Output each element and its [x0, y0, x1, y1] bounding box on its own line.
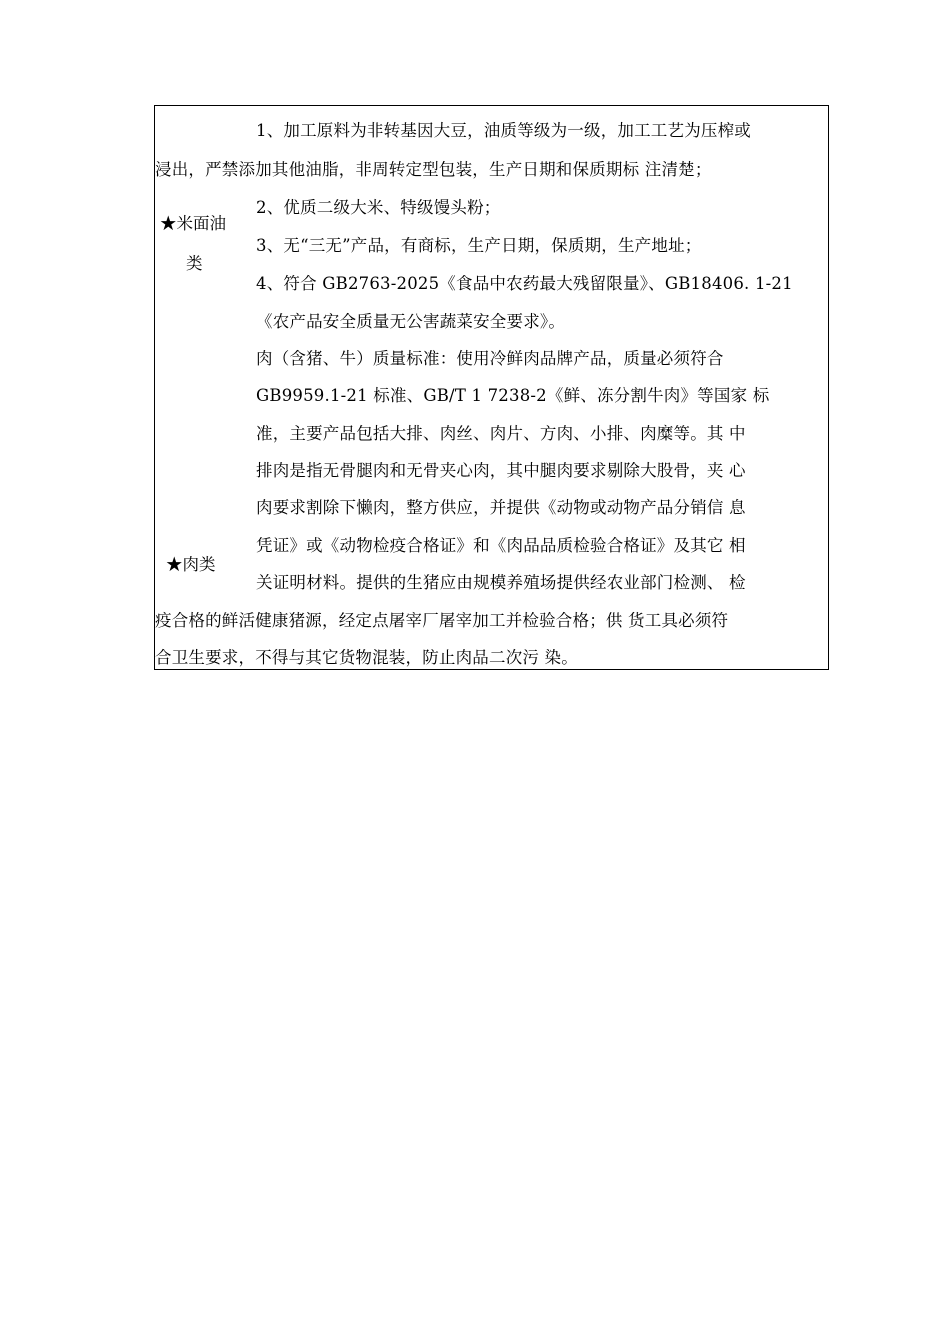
- meat-line-7: 关证明材料。提供的生猪应由规模养殖场提供经农业部门检测、 检: [256, 573, 746, 592]
- meat-line-5: 肉要求割除下懒肉，整方供应，并提供《动物或动物产品分销信 息: [256, 498, 746, 517]
- meat-line-6: 凭证》或《动物检疫合格证》和《肉品品质检验合格证》及其它 相: [256, 536, 746, 555]
- grain-oil-line-4: 3、无“三无”产品，有商标，生产日期，保质期，生产地址；: [256, 236, 702, 255]
- meat-category-label: ★肉类: [166, 555, 216, 574]
- grain-oil-line-1: 1、加工原料为非转基因大豆，油质等级为一级，加工工艺为压榨或: [256, 121, 751, 140]
- meat-line-9: 合卫生要求，不得与其它货物混装，防止肉品二次污 染。: [155, 648, 578, 667]
- meat-line-4: 排肉是指无骨腿肉和无骨夹心肉，其中腿肉要求剔除大股骨，夹 心: [256, 461, 746, 480]
- meat-line-1: 肉（含猪、牛）质量标准：使用冷鲜肉品牌产品，质量必须符合: [256, 349, 724, 368]
- grain-oil-line-3: 2、优质二级大米、特级馒头粉；: [256, 198, 501, 217]
- meat-line-3: 准，主要产品包括大排、肉丝、肉片、方肉、小排、肉糜等。其 中: [256, 424, 746, 443]
- grain-oil-line-5: 4、符合 GB2763-2025《食品中农药最大残留限量》、GB18406. 1-21: [256, 274, 793, 293]
- grain-oil-line-6: 《农产品安全质量无公害蔬菜安全要求》。: [256, 312, 566, 331]
- grain-oil-category-label: ★米面油: [160, 214, 226, 233]
- grain-oil-category-label-cont: 类: [186, 254, 203, 273]
- grain-oil-line-2: 浸出，严禁添加其他油脂，非周转定型包装，生产日期和保质期标 注清楚；: [155, 160, 712, 179]
- meat-line-8: 疫合格的鲜活健康猪源，经定点屠宰厂屠宰加工并检验合格；供 货工具必须符: [155, 611, 729, 630]
- meat-line-2: GB9959.1-21 标准、GB/T 1 7238-2《鲜、冻分割牛肉》等国家 标: [256, 386, 770, 405]
